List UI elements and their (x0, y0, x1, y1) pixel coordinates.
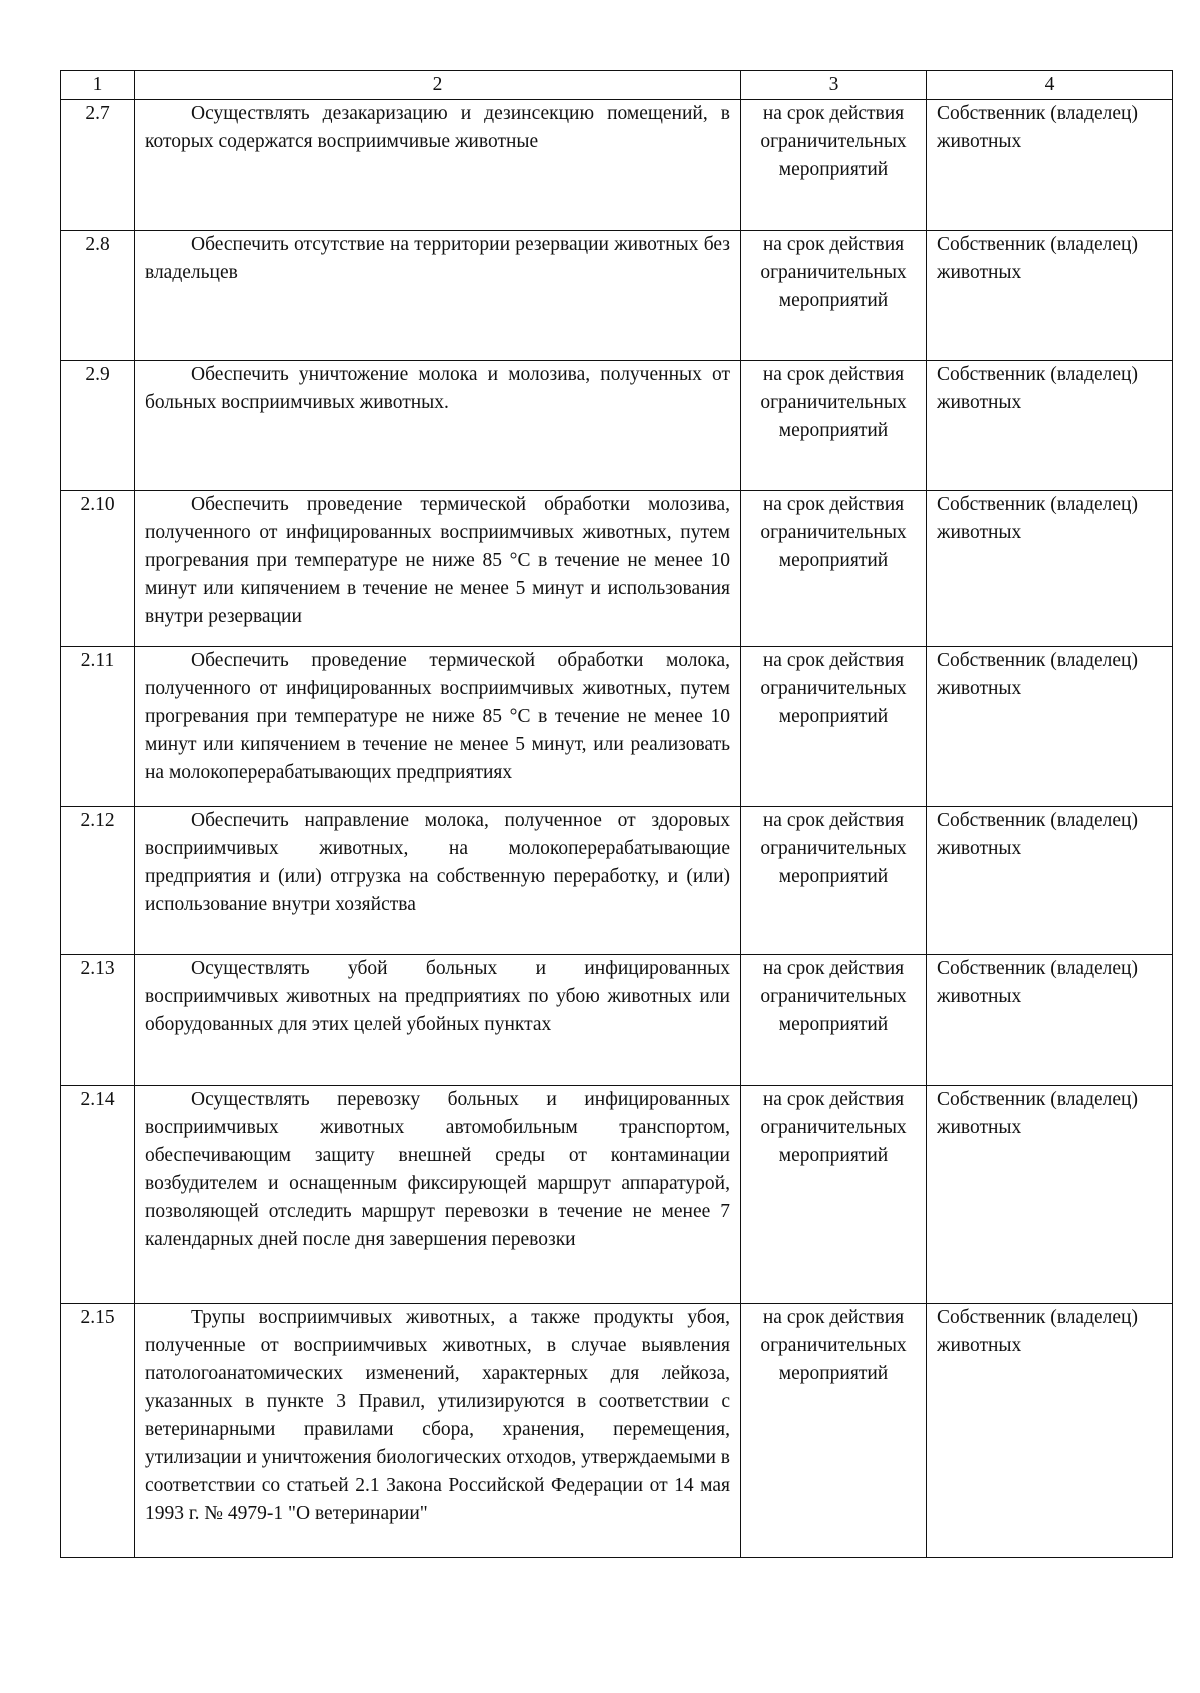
responsible-party: Собственник (владелец) животных (927, 1304, 1173, 1558)
measure-text: Обеспечить направление молока, полученное от здоровых восприимчивых животных, на молокоперерабатывающие предприятия и (или) отгрузка на собственную переработку, и (или) использование внутри хозяйства (135, 807, 741, 955)
header-cell: 4 (927, 71, 1173, 100)
responsible-party: Собственник (владелец) животных (927, 1086, 1173, 1304)
table-row (61, 955, 1173, 1086)
header-cell: 3 (741, 71, 927, 100)
row-number: 2.15 (61, 1304, 135, 1558)
measure-term: на срок действия ограничительных мероприятий (741, 361, 927, 491)
measure-term: на срок действия ограничительных мероприятий (741, 1304, 927, 1558)
table-row (61, 231, 1173, 361)
row-number: 2.11 (61, 647, 135, 807)
header-cell: 2 (135, 71, 741, 100)
table-row (61, 1086, 1173, 1304)
document-page (60, 70, 1172, 1558)
measure-text: Осуществлять перевозку больных и инфицированных восприимчивых животных автомобильным транспортом, обеспечивающим защиту внешней среды от контаминации возбудителем и оснащенным фиксирующей маршрут аппаратурой, позволяющей отследить маршрут перевозки в течение не менее 7 календарных дней после дня завершения перевозки (135, 1086, 741, 1304)
measure-text: Трупы восприимчивых животных, а также продукты убоя, полученные от восприимчивых животных, в случае выявления патологоанатомических изменений, характерных для лейкоза, указанных в пункте 3 Правил, утилизируются в соответствии с ветеринарными правилами сбора, хранения, перемещения, утилизации и уничтожения биологических отходов, утверждаемыми в соответствии со статьей 2.1 Закона Российской Федерации от 14 мая 1993 г. № 4979-1 "О ветеринарии" (135, 1304, 741, 1558)
measure-term: на срок действия ограничительных мероприятий (741, 100, 927, 231)
measure-text: Осуществлять дезакаризацию и дезинсекцию помещений, в которых содержатся восприимчивые животные (135, 100, 741, 231)
responsible-party: Собственник (владелец) животных (927, 491, 1173, 647)
measure-term: на срок действия ограничительных мероприятий (741, 647, 927, 807)
row-number: 2.12 (61, 807, 135, 955)
measure-text: Осуществлять убой больных и инфицированных восприимчивых животных на предприятиях по убою животных или оборудованных для этих целей убойных пунктах (135, 955, 741, 1086)
measure-text: Обеспечить отсутствие на территории резервации животных без владельцев (135, 231, 741, 361)
row-number: 2.13 (61, 955, 135, 1086)
measure-text: Обеспечить проведение термической обработки молока, полученного от инфицированных восприимчивых животных, путем прогревания при температуре не ниже 85 °С в течение не менее 10 минут или кипячением в течение не менее 5 минут, или реализовать на молокоперерабатывающих предприятиях (135, 647, 741, 807)
responsible-party: Собственник (владелец) животных (927, 231, 1173, 361)
responsible-party: Собственник (владелец) животных (927, 647, 1173, 807)
row-number: 2.7 (61, 100, 135, 231)
measures-table (60, 70, 1173, 1558)
row-number: 2.8 (61, 231, 135, 361)
table-header-row (61, 71, 1173, 100)
header-cell: 1 (61, 71, 135, 100)
row-number: 2.10 (61, 491, 135, 647)
table-row (61, 647, 1173, 807)
table-row (61, 100, 1173, 231)
measure-term: на срок действия ограничительных мероприятий (741, 807, 927, 955)
table-row (61, 807, 1173, 955)
row-number: 2.9 (61, 361, 135, 491)
measure-term: на срок действия ограничительных мероприятий (741, 491, 927, 647)
row-number: 2.14 (61, 1086, 135, 1304)
measure-text: Обеспечить проведение термической обработки молозива, полученного от инфицированных восприимчивых животных, путем прогревания при температуре не ниже 85 °С в течение не менее 10 минут или кипячением в течение не менее 5 минут и использования внутри резервации (135, 491, 741, 647)
measure-term: на срок действия ограничительных мероприятий (741, 955, 927, 1086)
table-row (61, 491, 1173, 647)
measure-text: Обеспечить уничтожение молока и молозива, полученных от больных восприимчивых животных. (135, 361, 741, 491)
responsible-party: Собственник (владелец) животных (927, 361, 1173, 491)
measure-term: на срок действия ограничительных мероприятий (741, 1086, 927, 1304)
responsible-party: Собственник (владелец) животных (927, 955, 1173, 1086)
table-row (61, 1304, 1173, 1558)
responsible-party: Собственник (владелец) животных (927, 807, 1173, 955)
responsible-party: Собственник (владелец) животных (927, 100, 1173, 231)
measure-term: на срок действия ограничительных мероприятий (741, 231, 927, 361)
table-row (61, 361, 1173, 491)
